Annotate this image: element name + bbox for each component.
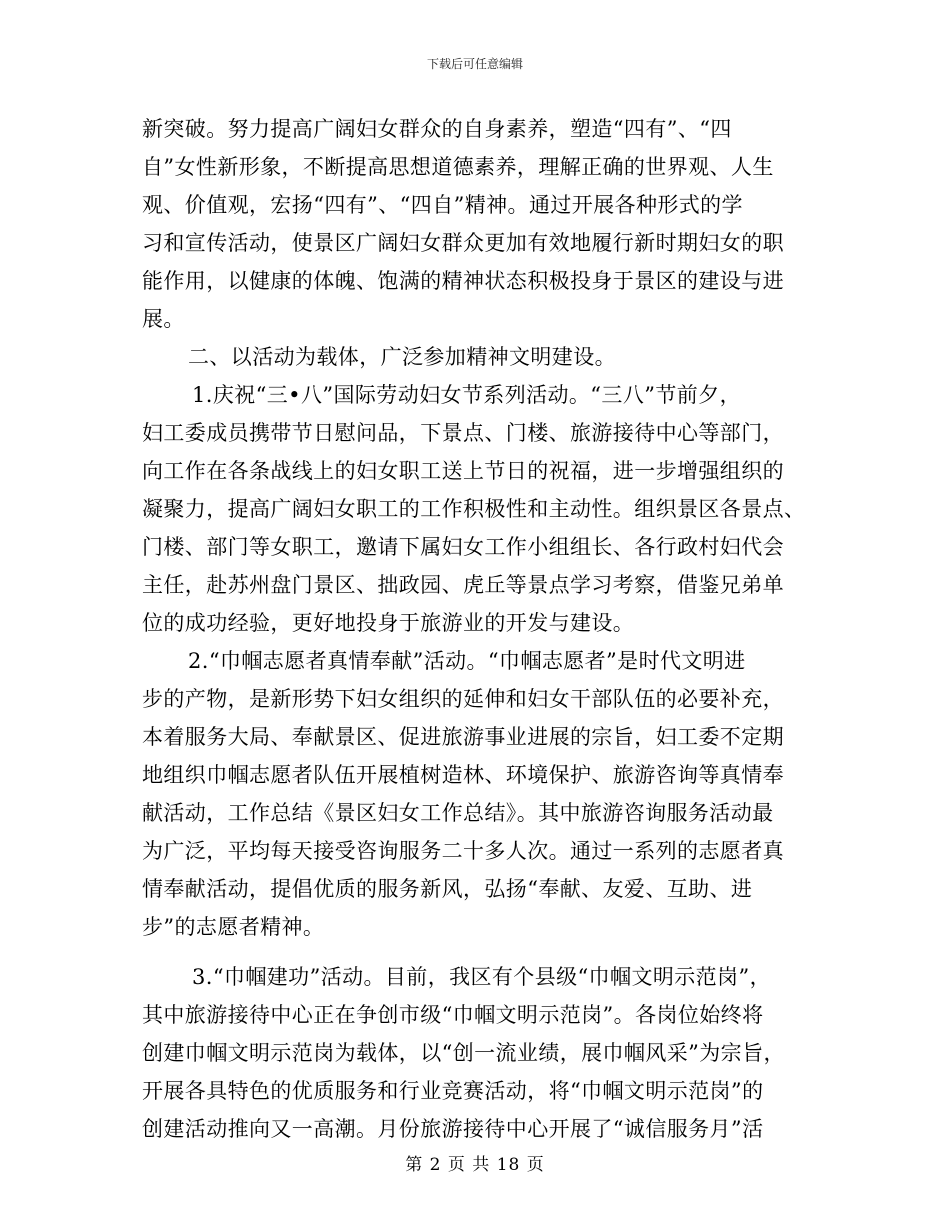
text-line: 步”的志愿者精神。	[142, 915, 325, 939]
text-line: 情奉献活动，提倡优质的服务新风，弘扬“奉献、友爱、互助、进	[142, 877, 753, 901]
text-line: 献活动，工作总结《景区妇女工作总结》。其中旅游咨询服务活动最	[142, 801, 774, 825]
document-body	[142, 110, 812, 1148]
text-line: 地组织巾帼志愿者队伍开展植树造林、环境保护、旅游咨询等真情奉	[142, 763, 784, 787]
section-heading: 二、以活动为载体，广泛参加精神文明建设。	[188, 345, 616, 369]
text-line: 妇工委成员携带节日慰问品，下景点、门楼、旅游接待中心等部门，	[142, 421, 784, 445]
text-line: 能作用，以健康的体魄、饱满的精神状态积极投身于景区的建设与进	[142, 269, 784, 293]
text-line: 习和宣传活动，使景区广阔妇女群众更加有效地履行新时期妇女的职	[142, 231, 784, 255]
text-line: 其中旅游接待中心正在争创市级“巾帼文明示范岗”。各岗位始终将	[142, 1003, 764, 1027]
text-line: 门楼、部门等女职工，邀请下属妇女工作小组组长、各行政村妇代会	[142, 535, 784, 559]
text-line: 为广泛，平均每天接受咨询服务二十多人次。通过一系列的志愿者真	[142, 839, 784, 863]
text-line: 观、价值观，宏扬“四有”、“四自”精神。通过开展各种形式的学	[142, 193, 743, 217]
text-line: 主任，赴苏州盘门景区、拙政园、虎丘等景点学习考察，借鉴兄弟单	[142, 573, 784, 597]
text-line: 向工作在各条战线上的妇女职工送上节日的祝福，进一步增强组织的	[142, 459, 784, 483]
text-line: 2.“巾帼志愿者真情奉献”活动。“巾帼志愿者”是时代文明进	[188, 649, 746, 673]
text-line: 凝聚力，提高广阔妇女职工的工作积极性和主动性。组织景区各景点、	[142, 497, 806, 521]
text-line: 位的成功经验，更好地投身于旅游业的开发与建设。	[142, 611, 635, 635]
text-line: 新突破。努力提高广阔妇女群众的自身素养，塑造“四有”、“四	[142, 117, 732, 141]
text-line: 创建活动推向又一高潮。月份旅游接待中心开展了“诚信服务月”活	[142, 1117, 764, 1141]
page-footer: 第 2 页 共 18 页	[405, 1155, 545, 1175]
text-line: 步的产物，是新形势下妇女组织的延伸和妇女干部队伍的必要补充，	[142, 687, 784, 711]
text-line: 自”女性新形象，不断提高思想道德素养，理解正确的世界观、人生	[142, 155, 774, 179]
text-line: 本着服务大局、奉献景区、促进旅游事业进展的宗旨，妇工委不定期	[142, 725, 784, 749]
paragraph-gap	[142, 946, 812, 958]
text-line: 3.“巾帼建功”活动。目前，我区有个县级“巾帼文明示范岗”，	[192, 965, 771, 989]
page-header: 下载后可任意编辑	[426, 57, 523, 71]
text-line: 1.庆祝“三•八”国际劳动妇女节系列活动。“三八”节前夕，	[192, 383, 741, 407]
text-line: 开展各具特色的优质服务和行业竞赛活动，将“巾帼文明示范岗”的	[142, 1079, 764, 1103]
text-line: 展。	[142, 307, 185, 331]
text-line: 创建巾帼文明示范岗为载体，以“创一流业绩，展巾帼风采”为宗旨，	[142, 1041, 785, 1065]
